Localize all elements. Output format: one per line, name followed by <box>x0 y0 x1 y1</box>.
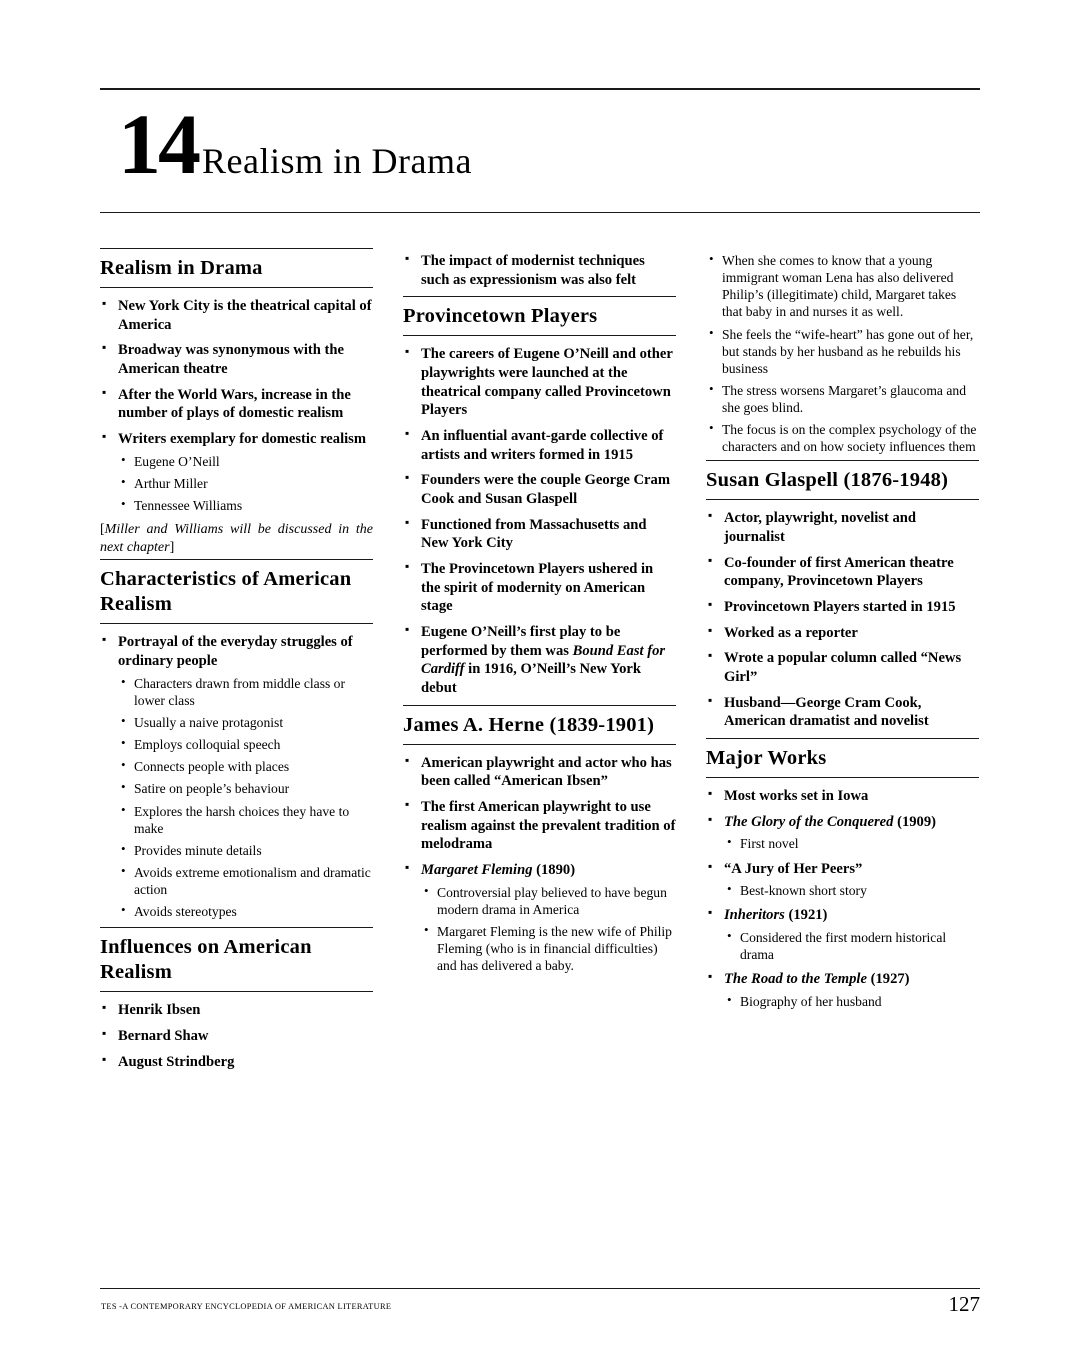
list-item-text: Co-founder of first American theatre company, Provincetown Players <box>724 554 954 590</box>
list-item: ▪ The impact of modernist techniques such as expressionism was also felt <box>403 252 676 289</box>
section-list <box>706 509 979 731</box>
sub-list-item: • Tennessee Williams <box>118 497 373 514</box>
sub-list-item: • Employs colloquial speech <box>118 736 373 753</box>
list-item <box>706 860 979 900</box>
column-right <box>706 248 979 1078</box>
list-item <box>100 633 373 920</box>
list-item-text: Henrik Ibsen <box>118 1002 201 1019</box>
section-rule-bottom <box>100 991 373 992</box>
list-item <box>706 598 979 617</box>
list-item <box>706 906 979 963</box>
section-list <box>403 345 676 697</box>
footer-rule <box>100 1288 980 1289</box>
list-item <box>706 694 979 731</box>
section-heading: James A. Herne (1839-1901) <box>403 713 655 736</box>
section-rule-top <box>100 559 373 560</box>
section-rule-top <box>100 927 373 928</box>
list-item-text: American playwright and actor who has been called “American Ibsen” <box>421 754 672 790</box>
list-item-text: Eugene O’Neill’s first play to be performed by them was Bound East for Cardiff in 1916, O’Neill’s New York debut <box>421 624 666 697</box>
sub-list <box>118 675 373 921</box>
list-item <box>100 1053 373 1072</box>
list-item <box>403 798 676 854</box>
column-left <box>100 248 373 1078</box>
list-item-text: The Glory of the Conquered (1909) <box>724 813 937 830</box>
list-item-text: Portrayal of the everyday struggles of ordinary people <box>118 634 353 670</box>
section <box>100 248 373 557</box>
footer-source-text: TES -A CONTEMPORARY ENCYCLOPEDIA OF AMERICAN LITERATURE <box>101 1302 392 1311</box>
list-item-text: An influential avant-garde collective of artists and writers formed in 1915 <box>421 428 664 463</box>
section <box>100 559 373 920</box>
sub-list-item: • Explores the harsh choices they have to make <box>118 803 373 837</box>
list-item <box>403 471 676 508</box>
list-item <box>100 1027 373 1046</box>
section-heading: Realism in Drama <box>100 257 263 279</box>
list-item-text: Founders were the couple George Cram Cook and Susan Glaspell <box>421 472 670 508</box>
section-rule-top <box>403 296 676 297</box>
list-item-text: Wrote a popular column called “News Girl” <box>724 650 962 686</box>
sub-list <box>724 835 979 852</box>
sub-list-item: • Arthur Miller <box>118 475 373 492</box>
sub-list-item: • Usually a naive protagonist <box>118 714 373 731</box>
sub-list <box>724 929 979 963</box>
header-rule-bottom <box>100 212 980 213</box>
sub-list-item: • Margaret Fleming is the new wife of Philip Fleming (who is in financial difficulties) and has delivered a baby. <box>421 923 676 974</box>
section <box>403 296 676 697</box>
sub-list-item: • Avoids stereotypes <box>118 903 373 920</box>
list-item <box>706 813 979 853</box>
sub-list <box>724 993 979 1010</box>
list-item-text: Margaret Fleming (1890) <box>421 862 576 879</box>
list-item <box>100 430 373 514</box>
section <box>403 705 676 975</box>
list-item-text: Most works set in Iowa <box>724 788 869 805</box>
section-list <box>403 754 676 975</box>
list-item <box>403 516 676 553</box>
sub-list-item: • She feels the “wife-heart” has gone out of her, but stands by her husband as he rebuilds his business <box>706 326 979 377</box>
list-item <box>403 427 676 464</box>
list-item-text: The first American playwright to use realism against the prevalent tradition of melodrama <box>421 799 676 853</box>
list-item <box>706 787 979 806</box>
section <box>706 738 979 1010</box>
sub-list-item: • Eugene O’Neill <box>118 453 373 470</box>
section-list <box>100 297 373 514</box>
list-item-text: New York City is the theatrical capital of America <box>118 298 372 333</box>
section-list <box>100 633 373 920</box>
section-rule-top <box>706 738 979 739</box>
section-list <box>100 1001 373 1071</box>
list-item-text: The Provincetown Players ushered in the spirit of modernity on American stage <box>421 561 654 615</box>
list-item <box>403 754 676 791</box>
section-rule-bottom <box>403 744 676 745</box>
list-item-text: Writers exemplary for domestic realism <box>118 431 367 448</box>
sub-list-item: • First novel <box>724 835 979 852</box>
sub-list-item: • Satire on people’s behaviour <box>118 780 373 797</box>
list-item-text: Bernard Shaw <box>118 1027 209 1044</box>
list-item-text: Husband—George Cram Cook, American dramatist and novelist <box>724 694 929 730</box>
section-heading: Provincetown Players <box>403 305 598 328</box>
list-item-text: “A Jury of Her Peers” <box>724 860 863 877</box>
section-rule-bottom <box>100 287 373 288</box>
list-item-text: Broadway was synonymous with the American theatre <box>118 342 344 378</box>
list-item-text: Functioned from Massachusetts and New York City <box>421 516 647 552</box>
continued-sub-list <box>706 252 979 455</box>
column-middle <box>403 248 676 1078</box>
list-item-text: After the World Wars, increase in the number of plays of domestic realism <box>118 386 351 422</box>
section <box>100 927 373 1071</box>
list-item <box>403 861 676 974</box>
list-item <box>706 554 979 591</box>
sub-list-item: • The focus is on the complex psychology of the characters and on how society influences them <box>706 421 979 455</box>
section-list <box>706 787 979 1010</box>
list-item <box>100 386 373 423</box>
sub-list-item: • Characters drawn from middle class or lower class <box>118 675 373 709</box>
list-item-text: Inheritors (1921) <box>724 907 828 924</box>
sub-list <box>421 884 676 975</box>
list-item <box>706 624 979 643</box>
chapter-header <box>100 88 980 213</box>
list-item <box>100 341 373 378</box>
list-item <box>403 345 676 420</box>
list-item <box>706 970 979 1010</box>
sub-list-item: • Controversial play believed to have begun modern drama in America <box>421 884 676 918</box>
section-rule-top <box>403 705 676 706</box>
section <box>706 460 979 731</box>
section-note: [Miller and Williams will be discussed in the next chapter] <box>100 522 373 556</box>
page-number: 127 <box>948 1292 980 1316</box>
section-rule-top <box>706 460 979 461</box>
section-heading: Major Works <box>706 747 827 770</box>
section-rule-bottom <box>403 335 676 336</box>
list-item <box>100 1001 373 1020</box>
list-item-text: The careers of Eugene O’Neill and other playwrights were launched at the theatrical company called Provincetown Players <box>421 346 673 419</box>
list-item <box>706 649 979 686</box>
section-heading: Susan Glaspell (1876-1948) <box>706 469 949 492</box>
section-heading: Characteristics of American Realism <box>100 568 352 616</box>
sub-list-item: • Best-known short story <box>724 882 979 899</box>
content-columns <box>100 248 980 1078</box>
sub-list-item: • The stress worsens Margaret’s glaucoma and she goes blind. <box>706 382 979 416</box>
sub-list <box>724 882 979 899</box>
list-item-text: Provincetown Players started in 1915 <box>724 599 956 616</box>
section-rule-bottom <box>706 777 979 778</box>
sub-list-item: • When she comes to know that a young immigrant woman Lena has also delivered Philip’s (illegitimate) child, Margaret takes that baby in and nurses it as well. <box>706 252 979 321</box>
sub-list-item: • Connects people with places <box>118 758 373 775</box>
chapter-number: 14 <box>118 96 198 192</box>
section-rule-bottom <box>706 499 979 500</box>
sub-list-item: • Biography of her husband <box>724 993 979 1010</box>
chapter-title: Realism in Drama <box>202 141 472 181</box>
list-item <box>403 623 676 698</box>
sub-list-item: • Provides minute details <box>118 842 373 859</box>
chapter-title-row <box>100 90 980 206</box>
list-item-text: The Road to the Temple (1927) <box>724 971 910 988</box>
list-item-text: August Strindberg <box>118 1053 235 1070</box>
sub-list <box>118 453 373 514</box>
list-item <box>706 509 979 546</box>
section-rule-top <box>100 248 373 249</box>
sub-list-item: • Avoids extreme emotionalism and dramatic action <box>118 864 373 898</box>
section-heading: Influences on American Realism <box>100 936 312 984</box>
section-rule-bottom <box>100 623 373 624</box>
list-item-text: Actor, playwright, novelist and journalist <box>724 510 917 546</box>
sub-list-item: • Considered the first modern historical drama <box>724 929 979 963</box>
continued-list <box>403 252 676 289</box>
list-item-text: Worked as a reporter <box>724 624 858 641</box>
list-item <box>100 297 373 334</box>
list-item <box>403 560 676 616</box>
